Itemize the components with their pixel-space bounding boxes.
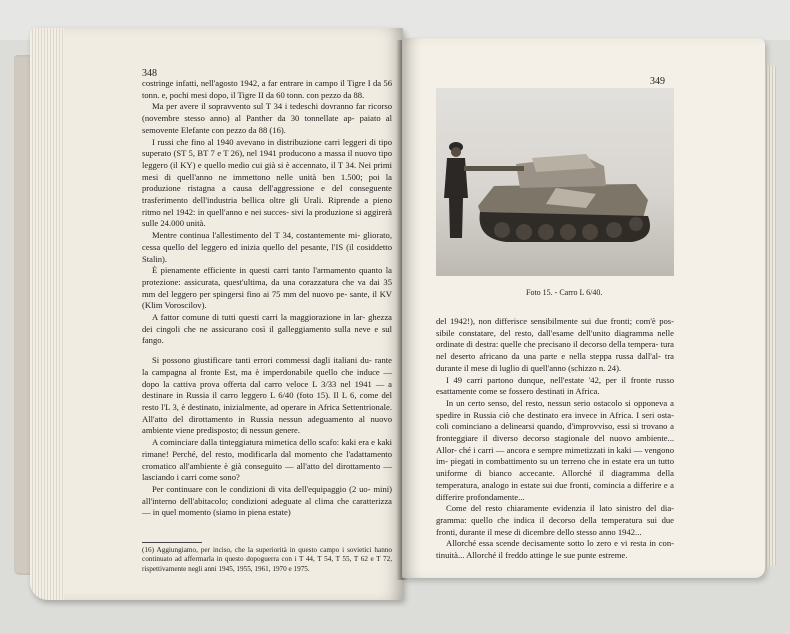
paragraph: Per continuare con le condizioni di vita dell'equipaggio (2 uo- mini) all'interno dell'abitacolo; condizioni adeguate al clima che caratterizza — in quel momento (siamo in piena estate) [142, 483, 392, 518]
paragraph: del 1942!), non differisce sensibilmente sui due fronti; com'è pos- sibile constatare, del resto, dall'esame dell'unito diagramma nelle ordinate di destra: quelle che precisano il decorso della tempera- tura nel deserto africano da una parte e nella steppa russa dall'al- tra durante il mese di luglio di quell'anno (schizzo n. 24). [436, 316, 674, 373]
footnote-rule [142, 542, 202, 543]
paragraph: È pienamente efficiente in questi carri tanto l'armamento quanto la protezione: assicurata, quest'ultima, da una corazzatura che va dai 35 mm del leggero per spingersi fino ai 75 mm del nuovo pe- sante, il KV (Klim Voroscilov). [142, 265, 392, 311]
paragraph: I 49 carri partono dunque, nell'estate '42, per il fronte russo esattamente come se fossero destinati in Africa. [436, 374, 674, 397]
left-page [30, 28, 403, 600]
paragraph: Come del resto chiaramente evidenzia il lato sinistro del dia- gramma: quello che indica il decorso della temperatura sui due fronti, durante il mese di dicembre dello stesso anno 1942... [436, 503, 674, 537]
paragraph: In un certo senso, del resto, nessun serio ostacolo si opponeva a spedire in Russia ciò che destinato era invece in Africa. I seri osta- coli cominciano a delinearsi quando, d'improvviso, essi si trovano a fronteggiare il diverso decorso stagionale del nuovo ambiente... Allor- ché i carri — ancora e sempre mimetizzati in kaki — vengono im- piegati in combattimento su un terreno che in estate era un tutto uniforme di bianco accecante. Allorché il diagramma della temperatura, analogo in estate sui due fronti, comincia a differire e a differire profondamente... [436, 397, 674, 502]
soldier-figure [444, 142, 468, 238]
paragraph: A fattor comune di tutti questi carri la maggiorazione in lar- ghezza dei cingoli che ne assicurano così il galleggiamento sulla neve e sul fango. [142, 312, 392, 346]
paragraph: A cominciare dalla tinteggiatura mimetica dello scafo: kaki era e kaki rimane! Perché, del resto, modificarla dal momento che l'adattamento cromatico all'ambiente è già conseguito — all'atto del dirottamento — lasciando i carri come sono? [142, 437, 392, 483]
page-number: 348 [142, 68, 157, 79]
paragraph: costringe infatti, nell'agosto 1942, a far entrare in campo il Tigre I da 56 tonn. e, pochi mesi dopo, il Tigre II da 60 tonn. con pezzo da 88. [142, 78, 392, 100]
photo-caption: Foto 15. - Carro L 6/40. [526, 288, 603, 297]
left-page-stack [30, 28, 64, 600]
left-text-block [142, 78, 392, 519]
tank-illustration [436, 88, 674, 276]
paragraph: Si possono giustificare tanti errori commessi dagli italiani du- rante la campagna al fronte Est, ma è imperdonabile quello che induce — dopo la cattiva prova offerta dal carro veloce L 3/33 nel 1941 — a destinare in Russia il carro leggero L 6/40 (foto 15). Il L 6, come del resto l'L 3, è destinato, inizialmente, ad operare in Africa Settentrionale. All'atto del dirottamento in Russia nessun adeguamento al nuovo ambiente viene predisposto; di nessun genere. [142, 355, 392, 436]
right-page [402, 38, 765, 578]
paragraph: I russi che fino al 1940 avevano in distribuzione carri leggeri di tipo superato (ST 5, BT 7 e T 26), nel 1941 producono a massa il nuovo tipo leggero (il KY) e quello medio cui già si è accennato, il T 34. Nei primi mesi di quell'anno ne immettono nelle unità ben 1.500; poi la produzione ristagna a causa dell'aggressione e del conseguente trasferimento dell'industria bellica oltre gli Urali. Riprende a pieno ritmo nel 1942: in quell'anno e nei succes- sivi la produzione si aggirerà sulle 24.000 unità. [142, 136, 392, 229]
paragraph: Ma per avere il sopravvento sul T 34 i tedeschi dovranno far ricorso (novembre stesso anno) al Panther da 30 tonnellate ap- paiato al semovente Elefante con pezzo da 88 (16). [142, 101, 392, 135]
page-number: 349 [650, 76, 665, 87]
tank-figure [464, 154, 650, 242]
tank-photo [436, 88, 674, 276]
footnote: (16) Aggiungiamo, per inciso, che la superiorità in questo campo i sovietici hanno continuato ad affermarla in questo dopoguerra con i T 44, T 54, T 55, T 62 e T 72, rispettivamente negli anni 1945, 1955, 1961, 1970 e 1975. [142, 546, 392, 573]
paragraph: Allorché essa scende decisamente sotto lo zero e vi resta in con- tinuità... Allorché il freddo attinge le sue punte estreme. [436, 538, 674, 561]
paragraph: Mentre continua l'allestimento del T 34, costantemente mi- gliorato, cessa quello del leggero ed inizia quello del pesante, l'IS (il cosiddetto Stalin). [142, 230, 392, 264]
right-text-block [436, 316, 674, 562]
